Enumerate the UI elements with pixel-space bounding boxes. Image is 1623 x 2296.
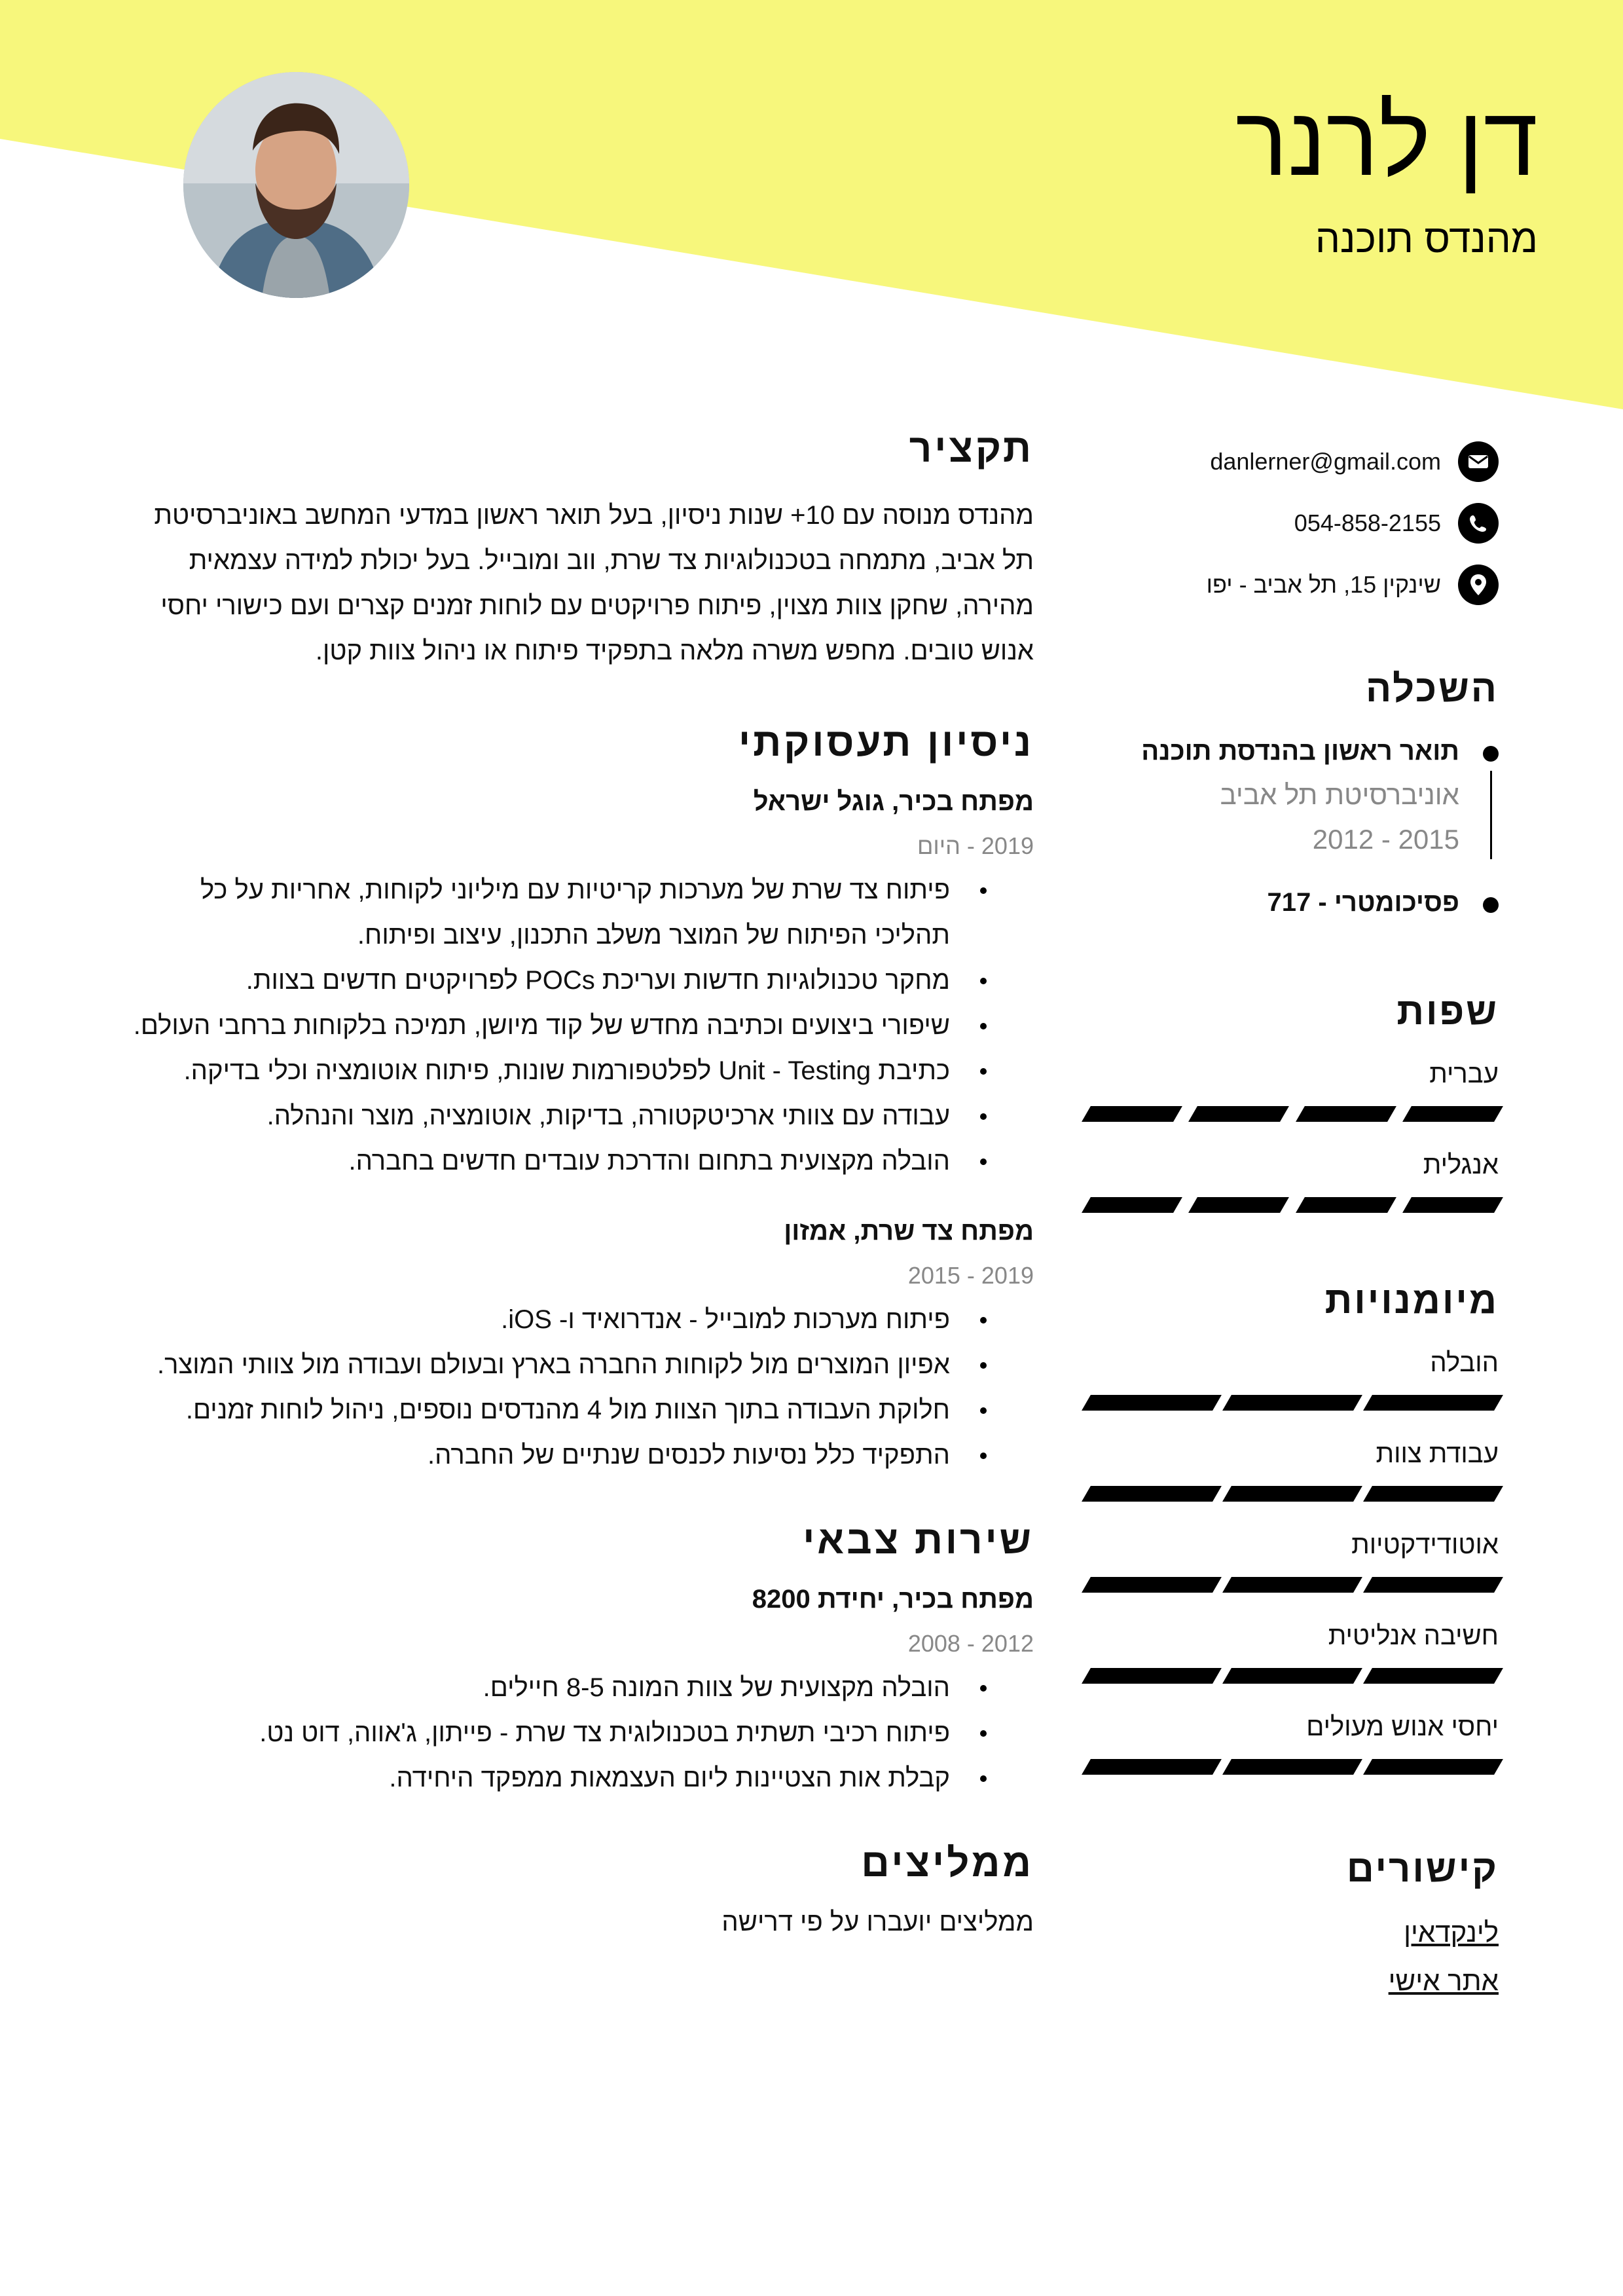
bullet-item: חלוקת העבודה בתוך הצוות מול 4 מהנדסים נוספים, ניהול לוחות זמנים. (104, 1388, 1034, 1433)
skill-level (1086, 1395, 1499, 1411)
language-level (1086, 1106, 1499, 1122)
skill-level (1086, 1577, 1499, 1593)
level-bar (1296, 1106, 1396, 1122)
degree-title: תואר ראשון בהנדסת תוכנה (1141, 737, 1459, 766)
timeline-line (1490, 771, 1492, 859)
email-text[interactable]: danlerner@gmail.com (1210, 448, 1441, 475)
skill-name: אוטודידקטיות (1351, 1530, 1499, 1559)
bullet-item: הובלה מקצועית בתחום והדרכת עובדים חדשים בחברה. (104, 1139, 1034, 1184)
envelope-icon (1458, 441, 1499, 482)
psychometric-score: פסיכומטרי - 717 (1267, 888, 1459, 917)
profile-photo (183, 72, 409, 298)
skill-name: עבודת צוות (1376, 1439, 1499, 1468)
phone-text[interactable]: 054-858-2155 (1294, 509, 1441, 536)
bullet-item: התפקיד כלל נסיעות לכנסים שנתיים של החברה. (104, 1433, 1034, 1478)
level-bar (1082, 1486, 1222, 1502)
level-bar (1363, 1759, 1503, 1775)
level-bar (1082, 1668, 1222, 1684)
institution: אוניברסיטת תל אביב (1220, 779, 1459, 810)
skill-level (1086, 1759, 1499, 1775)
bullet-item: שיפורי ביצועים וכתיבה מחדש של קוד מיושן, תמיכה בלקוחות ברחבי העולם. (104, 1003, 1034, 1048)
level-bar (1363, 1486, 1503, 1502)
skill-item (1073, 1439, 1499, 1502)
phone-icon (1458, 503, 1499, 544)
education-heading: השכלה (1365, 667, 1499, 710)
bullet-item: פיתוח רכיבי תשתית בטכנולוגית צד שרת - פייתון, ג'אווה, דוט נט. (104, 1711, 1034, 1756)
education-item (1073, 888, 1499, 917)
level-bar (1296, 1197, 1396, 1213)
military-heading: שירות צבאי (803, 1518, 1034, 1562)
skill-level (1086, 1486, 1499, 1502)
bullet-continuation: תהליכי הפיתוח של המוצר משלב התכנון, עיצוב ופיתוח. (357, 921, 950, 950)
skill-name: יחסי אנוש מעולים (1306, 1713, 1499, 1741)
language-name: אנגלית (1423, 1151, 1499, 1179)
level-bar (1363, 1395, 1503, 1411)
job-title: מפתח בכיר, גוגל ישראל (753, 787, 1034, 816)
summary-line: תל אביב, מתמחה בטכנולוגיות צד שרת, ווב ומובייל. בעל יכולת למידה עצמאית (189, 546, 1034, 575)
job-bullets (104, 1297, 1034, 1478)
contact-address (1073, 562, 1499, 608)
references-text: ממליצים יועברו על פי דרישה (721, 1908, 1034, 1936)
level-bar (1082, 1197, 1182, 1213)
military-dates: 2012 - 2008 (907, 1630, 1034, 1657)
summary-line: מהירה, שחקן צוות מצוין, פיתוח פרויקטים עם לוחות זמנים קצרים ועם כישורי יחסי (160, 591, 1034, 620)
timeline-dot (1483, 746, 1499, 762)
skill-item (1073, 1713, 1499, 1775)
level-bar (1363, 1668, 1503, 1684)
linkedin-link[interactable]: לינקדאין (1404, 1917, 1499, 1948)
candidate-name: דן לרנר (1235, 86, 1538, 196)
skill-item (1073, 1530, 1499, 1593)
summary-line: אנוש טובים. מחפש משרה מלאה בתפקיד פיתוח או ניהול צוות קטן. (315, 637, 1034, 665)
language-name: עברית (1429, 1060, 1499, 1088)
level-bar (1188, 1106, 1289, 1122)
skill-name: חשיבה אנליטית (1328, 1621, 1499, 1650)
address-text: שינקין 15, תל אביב - יפו (1206, 571, 1441, 598)
contact-phone (1073, 500, 1499, 546)
references-heading: ממליצים (861, 1841, 1034, 1885)
language-item (1073, 1060, 1499, 1122)
education-years: 2015 - 2012 (1312, 824, 1459, 855)
bullet-item: פיתוח מערכות למובייל - אנדרואיד ו- iOS. (104, 1297, 1034, 1342)
bullet-item: מחקר טכנולוגיות חדשות ועריכת POCs לפרויקטים חדשים בצוות. (104, 958, 1034, 1003)
level-bar (1082, 1577, 1222, 1593)
main-content (104, 426, 1034, 1937)
language-level (1086, 1197, 1499, 1213)
contact-email (1073, 439, 1499, 485)
bullet-item: אפיון המוצרים מול לקוחות החברה בארץ ובעולם ועבודה מול צוותי המוצר. (104, 1342, 1034, 1388)
summary-heading: תקציר (909, 426, 1034, 470)
job-dates: 2019 - 2015 (907, 1262, 1034, 1289)
bullet-item: הובלה מקצועית של צוות המונה 8-5 חיילים. (104, 1665, 1034, 1711)
skill-item (1073, 1348, 1499, 1411)
level-bar (1082, 1395, 1222, 1411)
education-item (1073, 737, 1499, 855)
level-bar (1363, 1577, 1503, 1593)
timeline-dot (1483, 897, 1499, 913)
personal-site-link[interactable]: אתר אישי (1388, 1965, 1499, 1996)
experience-heading: ניסיון תעסוקתי (738, 720, 1034, 764)
level-bar (1402, 1106, 1503, 1122)
level-bar (1222, 1668, 1362, 1684)
links-heading: קישורים (1346, 1847, 1499, 1890)
level-bar (1222, 1395, 1362, 1411)
sidebar (1073, 439, 1499, 2014)
level-bar (1082, 1106, 1182, 1122)
military-bullets (104, 1665, 1034, 1801)
skills-heading: מיומנויות (1324, 1279, 1499, 1322)
bullet-item: פיתוח צד שרת של מערכות קריטיות עם מיליוני לקוחות, אחריות על כל (104, 868, 1034, 913)
skill-level (1086, 1668, 1499, 1684)
location-pin-icon (1458, 565, 1499, 605)
military-title: מפתח בכיר, יחידת 8200 (752, 1585, 1034, 1614)
skill-item (1073, 1621, 1499, 1684)
languages-heading: שפות (1396, 990, 1499, 1033)
level-bar (1082, 1759, 1222, 1775)
level-bar (1188, 1197, 1289, 1213)
level-bar (1222, 1577, 1362, 1593)
level-bar (1402, 1197, 1503, 1213)
level-bar (1222, 1759, 1362, 1775)
skill-name: הובלה (1430, 1348, 1499, 1377)
job-bullets (104, 868, 1034, 1184)
bullet-item: קבלת אות הצטיינות ליום העצמאות ממפקד היחידה. (104, 1756, 1034, 1801)
level-bar (1222, 1486, 1362, 1502)
bullet-item: כתיבת Unit - Testing לפלטפורמות שונות, פיתוח אוטומציה וכלי בדיקה. (104, 1048, 1034, 1094)
summary-line: מהנדס מנוסה עם 10+ שנות ניסיון, בעל תואר ראשון במדעי המחשב באוניברסיטת (154, 501, 1034, 530)
bullet-item: עבודה עם צוותי ארכיטקטורה, בדיקות, אוטומציה, מוצר והנהלה. (104, 1094, 1034, 1139)
language-item (1073, 1151, 1499, 1213)
summary-text (104, 493, 1034, 674)
job-title: מפתח צד שרת, אמזון (784, 1217, 1034, 1246)
candidate-title: מהנדס תוכנה (1315, 217, 1538, 261)
job-dates: 2019 - היום (917, 832, 1034, 859)
